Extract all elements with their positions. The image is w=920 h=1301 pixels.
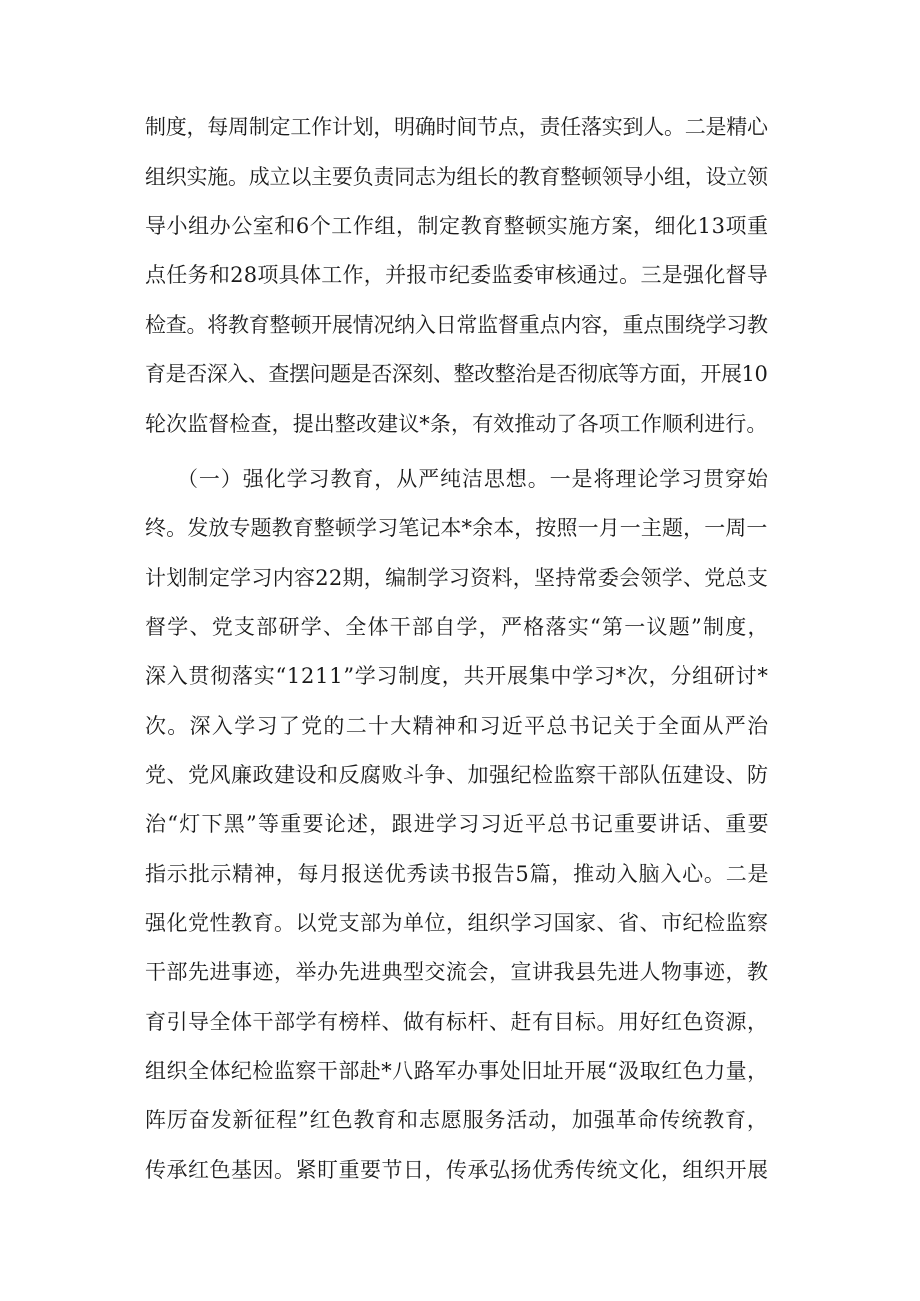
text-line: 育引导全体干部学有榜样、做有标杆、赶有目标。用好红色资源， (145, 1010, 769, 1034)
text-line: 检查。将教育整顿开展情况纳入日常监督重点内容，重点围绕学习教 (145, 313, 768, 337)
text-line: 计划制定学习内容22期，编制学习资料，坚持常委会领学、党总支 (145, 566, 769, 590)
text-line: 导小组办公室和6个工作组，制定教育整顿实施方案，细化13项重 (145, 214, 769, 238)
section-heading-line: （一）强化学习教育，从严纯洁思想。一是将理论学习贯穿始 (177, 467, 769, 491)
text-line: 阵厉奋发新征程”红色教育和志愿服务活动，加强革命传统教育， (145, 1108, 769, 1132)
text-line: 组织全体纪检监察干部赴*八路军办事处旧址开展“汲取红色力量， (145, 1059, 769, 1083)
text-line: 深入贯彻落实“1211”学习制度，共开展集中学习*次，分组研讨* (145, 664, 769, 688)
text-line: 终。发放专题教育整顿学习笔记本*余本，按照一月一主题，一周一 (145, 516, 768, 540)
text-line: 育是否深入、查摆问题是否深刻、整改整治是否彻底等方面，开展10 (145, 362, 768, 386)
text-line: 党、党风廉政建设和反腐败斗争、加强纪检监察干部队伍建设、防 (145, 763, 769, 787)
text-line: 传承红色基因。紧盯重要节日，传承弘扬优秀传统文化，组织开展 (145, 1158, 769, 1182)
text-line: 指示批示精神，每月报送优秀读书报告5篇，推动入脑入心。二是 (145, 862, 770, 886)
text-line: 轮次监督检查，提出整改建议*条，有效推动了各项工作顺利进行。 (145, 412, 768, 436)
text-line: 点任务和28项具体工作，并报市纪委监委审核通过。三是强化督导 (145, 263, 769, 287)
text-line: 督学、党支部研学、全体干部自学，严格落实“第一议题”制度， (145, 615, 770, 639)
text-line: 制度，每周制定工作计划，明确时间节点，责任落实到人。二是精心 (145, 115, 768, 139)
text-line: 组织实施。成立以主要负责同志为组长的教育整顿领导小组，设立领 (145, 165, 768, 189)
text-line: 强化党性教育。以党支部为单位，组织学习国家、省、市纪检监察 (145, 911, 769, 935)
text-line: 干部先进事迹，举办先进典型交流会，宣讲我县先进人物事迹，教 (145, 960, 769, 984)
text-line: 治“灯下黑”等重要论述，跟进学习习近平总书记重要讲话、重要 (145, 812, 770, 836)
text-line: 次。深入学习了党的二十大精神和习近平总书记关于全面从严治 (145, 714, 770, 738)
